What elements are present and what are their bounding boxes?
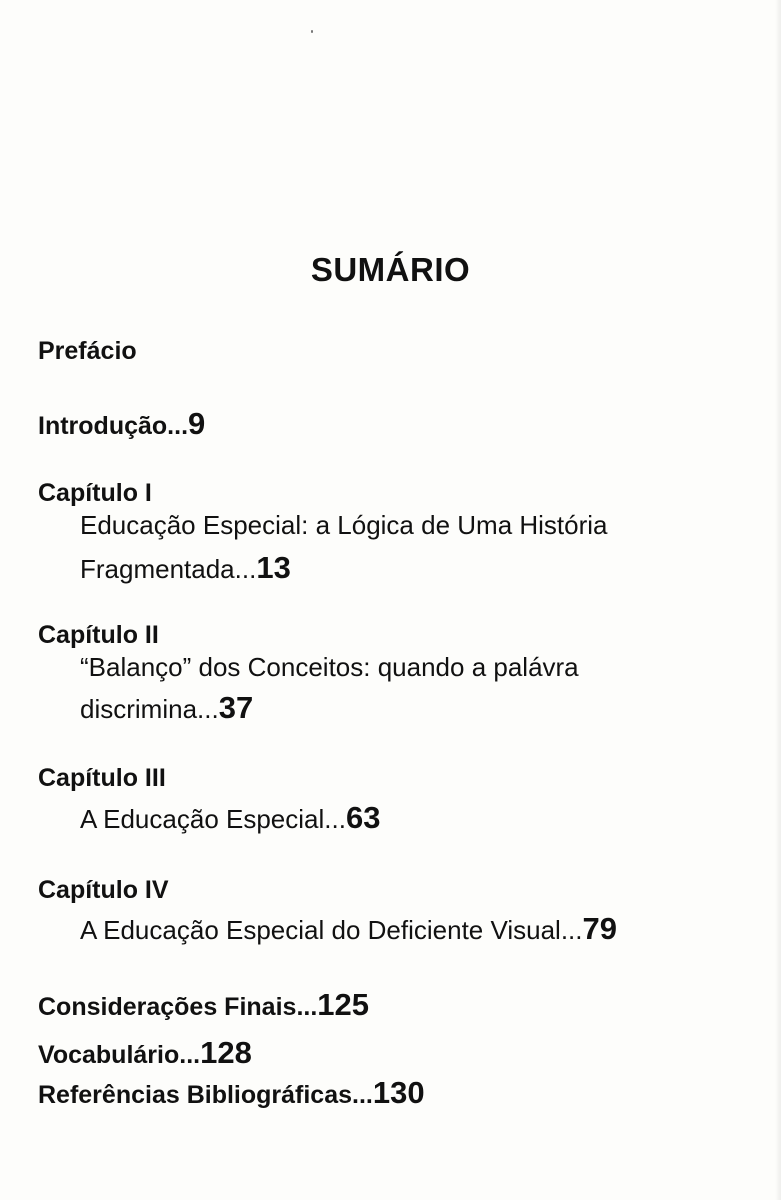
- toc-page-number: 63: [345, 800, 381, 835]
- toc-page-number: 13: [256, 550, 291, 585]
- toc-subtitle-capitulo-1-line2: [80, 550, 291, 586]
- toc-dots: ...: [167, 412, 189, 440]
- toc-label: Introdução: [38, 412, 168, 440]
- toc-dots: ...: [197, 694, 219, 724]
- toc-entry-prefacio: [38, 337, 137, 366]
- toc-heading-capitulo-1: Capítulo I: [38, 479, 152, 507]
- toc-dots: ...: [324, 804, 346, 834]
- toc-entry-consideracoes-finais: [38, 987, 369, 1023]
- toc-label: Vocabulário: [38, 1041, 180, 1069]
- toc-page-number: 130: [372, 1075, 425, 1110]
- toc-heading-capitulo-4: Capítulo IV: [38, 876, 169, 904]
- toc-label: Fragmentada: [80, 554, 235, 584]
- toc-dots: ...: [179, 1041, 201, 1069]
- toc-page-number: 79: [582, 911, 617, 946]
- toc-label: Considerações Finais: [38, 993, 297, 1021]
- toc-label: Prefácio: [38, 337, 137, 365]
- toc-dots: ...: [296, 993, 318, 1021]
- page-title: SUMÁRIO: [310, 251, 471, 288]
- toc-dots: ...: [352, 1081, 373, 1109]
- toc-label: Referências Bibliográficas: [38, 1081, 353, 1109]
- toc-dots: ...: [560, 915, 583, 945]
- toc-page-number: 128: [200, 1035, 252, 1070]
- toc-subtitle-capitulo-2-line1: “Balanço” dos Conceitos: quando a palávra: [80, 652, 579, 682]
- toc-page-number: 37: [218, 690, 254, 725]
- toc-subtitle-capitulo-3: [80, 800, 380, 836]
- toc-dots: ...: [234, 554, 257, 584]
- toc-subtitle-capitulo-4: [80, 911, 617, 947]
- page-edge-shadow: [775, 0, 781, 1200]
- toc-page-number: 125: [317, 987, 370, 1022]
- toc-label: A Educação Especial: [80, 804, 325, 834]
- toc-subtitle-capitulo-1-line1: Educação Especial: a Lógica de Uma História: [80, 510, 608, 540]
- toc-subtitle-capitulo-2-line2: [80, 690, 253, 726]
- toc-heading-capitulo-2: Capítulo II: [38, 621, 159, 649]
- toc-label: A Educação Especial do Deficiente Visual: [80, 915, 561, 945]
- toc-label: discrimina: [80, 694, 198, 724]
- toc-entry-vocabulario: [38, 1035, 252, 1071]
- toc-entry-introducao: [38, 406, 205, 442]
- toc-entry-referencias-bibliograficas: [38, 1075, 425, 1111]
- paper-speck: [311, 30, 313, 33]
- toc-page-number: 9: [188, 406, 206, 441]
- toc-heading-capitulo-3: Capítulo III: [38, 764, 166, 792]
